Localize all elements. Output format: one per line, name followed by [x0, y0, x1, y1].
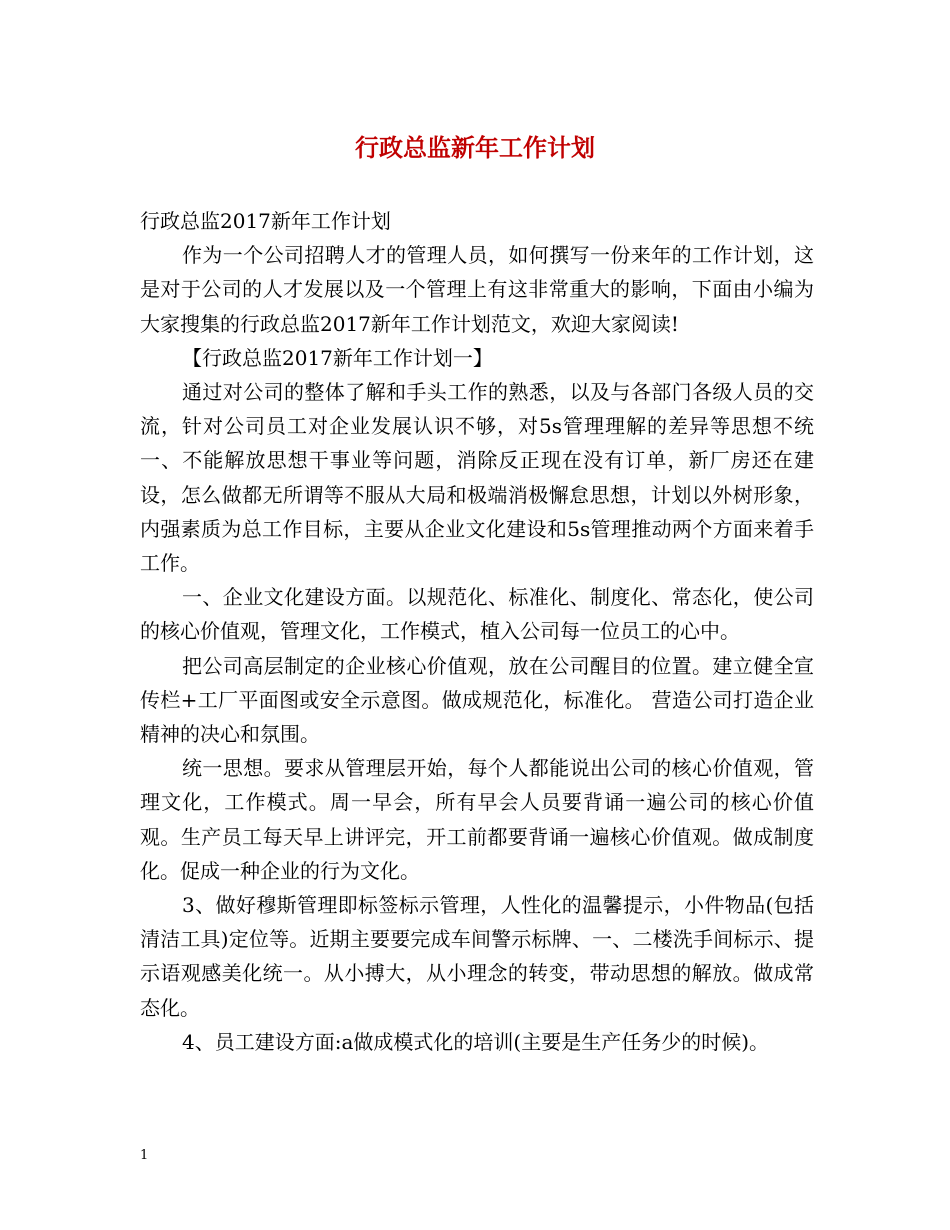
paragraph-staff-building: 4、员工建设方面:a做成模式化的培训(主要是生产任务少的时候)。 — [182, 1029, 769, 1054]
paragraph-values-display: 把公司高层制定的企业核心价值观，放在公司醒目的位置。建立健全宣传栏+工厂平面图或安全示意图。做成规范化，标准化。 营造公司打造企业精神的决心和氛围。 — [140, 653, 814, 747]
paragraph-labeling: 3、做好穆斯管理即标签标示管理，人性化的温馨提示，小件物品(包括清洁工具)定位等。近期主要要完成车间警示标牌、一、二楼洗手间标示、提示语观感美化统一。从小搏大，从小理念的转变，带动思想的解放。做成常态化。 — [140, 893, 814, 1020]
paragraph-culture: 一、企业文化建设方面。以规范化、标准化、制度化、常态化，使公司的核心价值观，管理文化，工作模式，植入公司每一位员工的心中。 — [140, 585, 814, 644]
paragraph-unify-thinking: 统一思想。要求从管理层开始，每个人都能说出公司的核心价值观，管理文化，工作模式。周一早会，所有早会人员要背诵一遍公司的核心价值观。生产员工每天早上讲评完，开工前都要背诵一遍核心价值观。做成制度化。促成一种企业的行为文化。 — [140, 756, 814, 883]
page-number: 1 — [140, 1148, 149, 1163]
paragraph-intro: 作为一个公司招聘人才的管理人员，如何撰写一份来年的工作计划，这是对于公司的人才发展以及一个管理上有这非常重大的影响，下面由小编为大家搜集的行政总监2017新年工作计划范文，欢迎大家阅读! — [140, 243, 814, 336]
section-heading: 【行政总监2017新年工作计划一】 — [182, 345, 493, 370]
document-body — [140, 204, 814, 1059]
paragraph-overview: 通过对公司的整体了解和手头工作的熟悉，以及与各部门各级人员的交流，针对公司员工对企业发展认识不够，对5s管理理解的差异等思想不统一、不能解放思想干事业等问题，消除反正现在没有订单，新厂房还在建设，怎么做都无所谓等不服从大局和极端消极懈怠思想，计划以外树形象，内强素质为总工作目标，主要从企业文化建设和5s管理推动两个方面来着手工作。 — [140, 380, 814, 576]
document-subtitle: 行政总监2017新年工作计划 — [140, 209, 391, 233]
document-title: 行政总监新年工作计划 — [355, 133, 595, 162]
